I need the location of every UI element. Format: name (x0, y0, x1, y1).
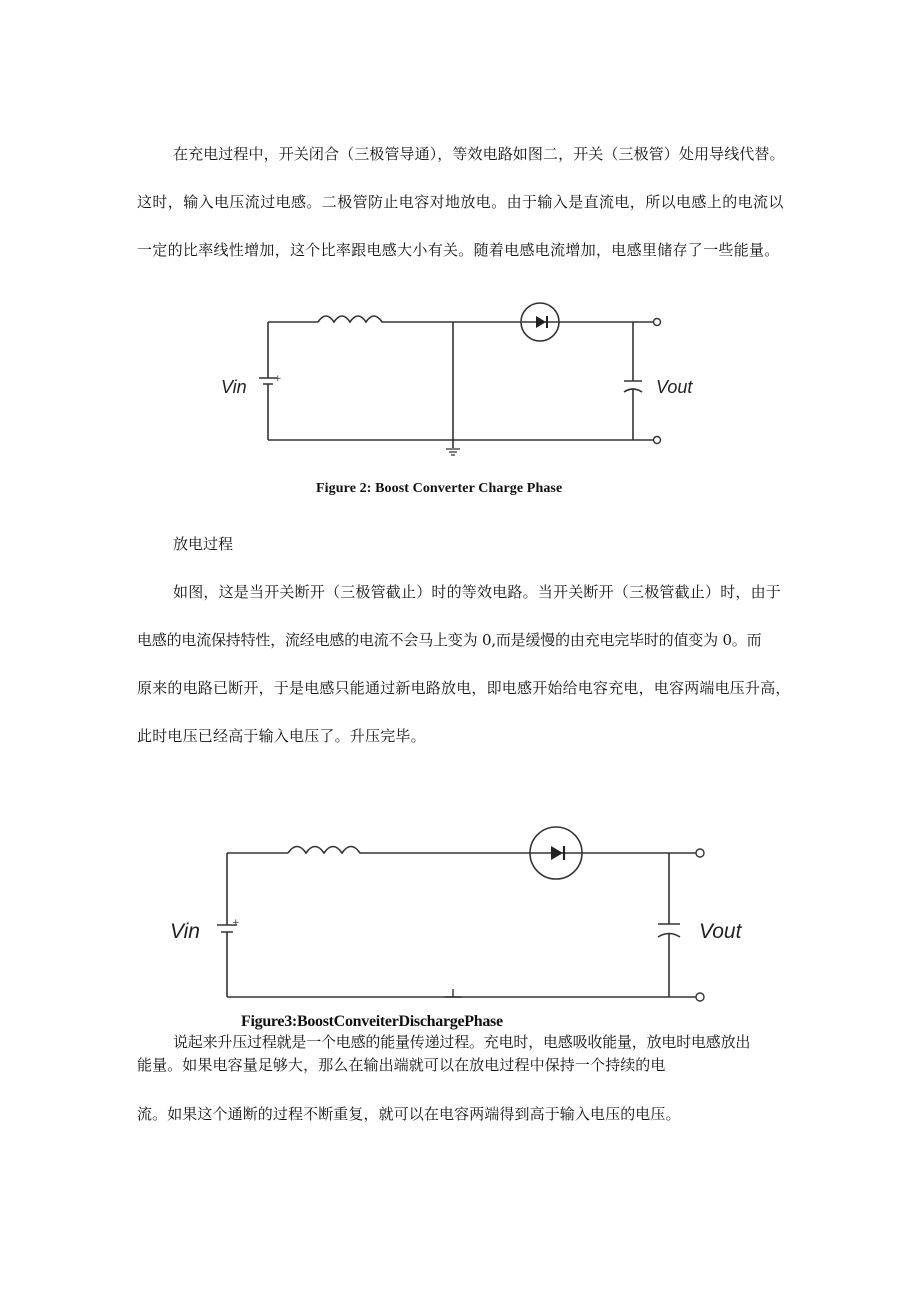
figure-2-caption: Figure 2: Boost Converter Charge Phase (316, 481, 563, 496)
output-terminal-icon (696, 993, 704, 1001)
text-line: 电感的电流保持特性，流经电感的电流不会马上变为 0,而是缓慢的由充电完毕时的值变为 0。而 (137, 631, 762, 649)
ground-icon (445, 989, 461, 997)
text-line: 说起来升压过程就是一个电感的能量传递过程。充电时，电感吸收能量，放电时电感放出 (173, 1033, 751, 1051)
inductor-icon (288, 847, 382, 854)
vin-label: Vin (221, 377, 247, 397)
text-line: 这时，输入电压流过电感。二极管防止电容对地放电。由于输入是直流电，所以电感上的电流以 (137, 193, 784, 211)
text-line: 一定的比率线性增加，这个比率跟电感大小有关。随着电感电流增加，电感里储存了一些能量。 (137, 241, 780, 259)
text-line: 原来的电路已断开，于是电感只能通过新电路放电，即电感开始给电容充电，电容两端电压升高， (137, 679, 791, 697)
text-line: 能量。如果电容量足够大，那么在输出端就可以在放电过程中保持一个持续的电 (137, 1056, 666, 1074)
figure-3-caption: Figure3:BoostConveiterDischargePhase (241, 1013, 503, 1030)
text-line: 流。如果这个通断的过程不断重复，就可以在电容两端得到高于输入电压的电压。 (137, 1105, 681, 1123)
text-line: 如图，这是当开关断开（三极管截止）时的等效电路。当开关断开（三极管截止）时，由于 (173, 583, 782, 601)
plus-sign: + (274, 374, 282, 384)
plus-sign: + (232, 918, 240, 928)
section-heading-discharge: 放电过程 (173, 535, 234, 553)
output-terminal-icon (696, 849, 704, 857)
text-line: 此时电压已经高于输入电压了。升压完毕。 (137, 727, 426, 745)
vin-label: Vin (170, 920, 200, 943)
text-line: 在充电过程中，开关闭合（三极管导通），等效电路如图二，开关（三极管）处用导线代替。 (173, 145, 785, 163)
vout-label: Vout (699, 920, 742, 943)
vout-label: Vout (656, 377, 693, 397)
